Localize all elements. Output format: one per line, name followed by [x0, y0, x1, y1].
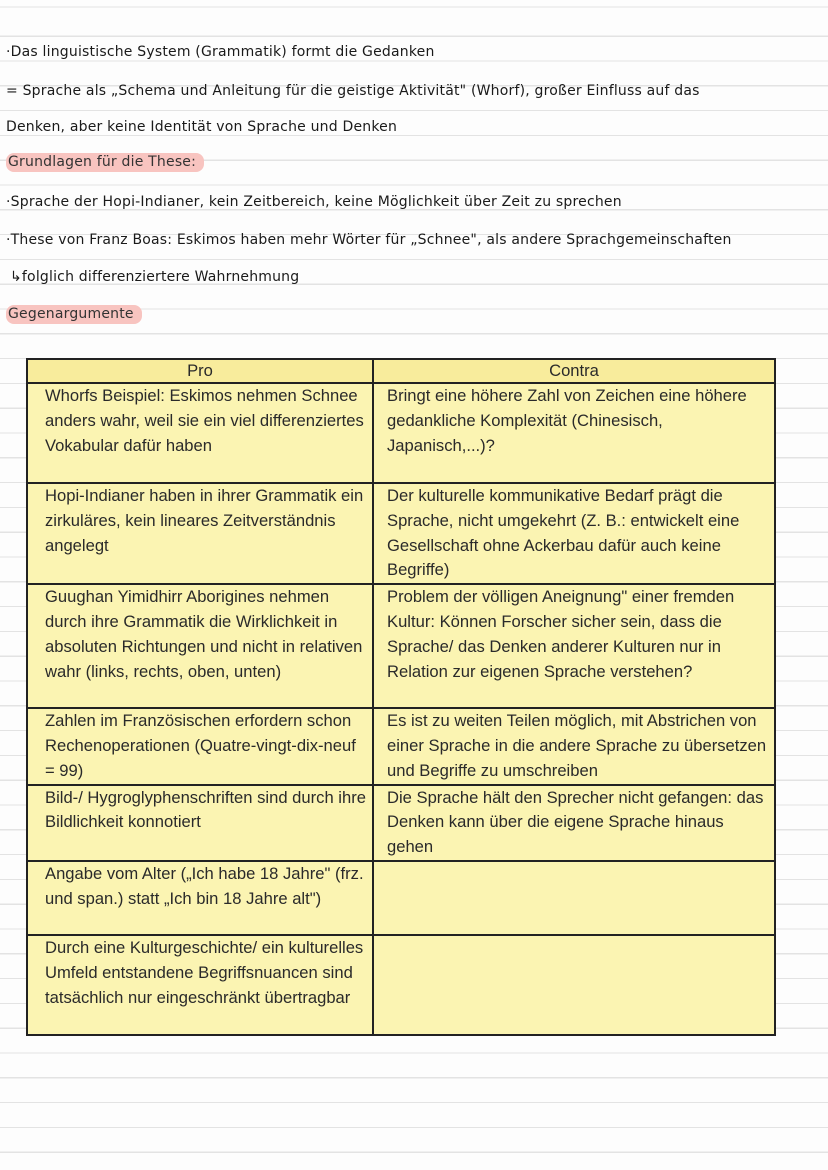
- note-line-hopi: ·Sprache der Hopi-Indianer, kein Zeitbereich, keine Möglichkeit über Zeit zu sprechen: [6, 194, 622, 210]
- header-pro: Pro: [27, 359, 373, 383]
- header-contra: Contra: [373, 359, 775, 383]
- table-row: [27, 861, 775, 935]
- pro-cell: Angabe vom Alter („Ich habe 18 Jahre" (frz. und span.) statt „Ich bin 18 Jahre alt"): [27, 861, 373, 935]
- contra-cell: [373, 935, 775, 1035]
- table-header-row: [27, 359, 775, 383]
- table-row: [27, 383, 775, 483]
- table-row: [27, 584, 775, 708]
- note-line-identity: Denken, aber keine Identität von Sprache und Denken: [6, 119, 398, 135]
- pro-cell: Bild-/ Hygroglyphenschriften sind durch ihre Bildlichkeit konnotiert: [27, 785, 373, 861]
- pro-cell: Zahlen im Französischen erfordern schon Rechenoperationen (Quatre-vingt-dix-neuf = 99): [27, 708, 373, 784]
- heading-basics: [6, 154, 204, 170]
- note-line-conclusion: ↳folglich differenziertere Wahrnehmung: [10, 269, 300, 285]
- pro-cell: Whorfs Beispiel: Eskimos nehmen Schnee anders wahr, weil sie ein viel differenziertes Vokabular dafür haben: [27, 383, 373, 483]
- heading-counterarguments: [6, 306, 142, 322]
- table-row: [27, 483, 775, 584]
- note-line-boas: ·These von Franz Boas: Eskimos haben mehr Wörter für „Schnee", als andere Sprachgemeinschaften: [6, 232, 732, 248]
- contra-cell: [373, 861, 775, 935]
- contra-cell: Die Sprache hält den Sprecher nicht gefangen: das Denken kann über die eigene Sprache hinaus gehen: [373, 785, 775, 861]
- pro-cell: Hopi-Indianer haben in ihrer Grammatik ein zirkuläres, kein lineares Zeitverständnis angelegt: [27, 483, 373, 584]
- table-row: [27, 708, 775, 784]
- table-row: [27, 785, 775, 861]
- pro-cell: Durch eine Kulturgeschichte/ ein kulturelles Umfeld entstandene Begriffsnuancen sind tatsächlich nur eingeschränkt übertragbar: [27, 935, 373, 1035]
- table-row: [27, 935, 775, 1035]
- contra-cell: Bringt eine höhere Zahl von Zeichen eine höhere gedankliche Komplexität (Chinesisch, Japanisch,...)?: [373, 383, 775, 483]
- contra-cell: Der kulturelle kommunikative Bedarf prägt die Sprache, nicht umgekehrt (Z. B.: entwickelt eine Gesellschaft ohne Ackerbau dafür auch keine Begriffe): [373, 483, 775, 584]
- pro-contra-table: [26, 358, 776, 1036]
- note-line-whorf: = Sprache als „Schema und Anleitung für die geistige Aktivität" (Whorf), großer Einfluss auf das: [6, 83, 700, 99]
- contra-cell: Problem der völligen Aneignung" einer fremden Kultur: Können Forscher sicher sein, dass die Sprache/ das Denken anderer Kulturen nur in Relation zur eigenen Sprache verstehen?: [373, 584, 775, 708]
- contra-cell: Es ist zu weiten Teilen möglich, mit Abstrichen von einer Sprache in die andere Sprache zu übersetzen und Begriffe zu umschreiben: [373, 708, 775, 784]
- heading-basics-text: Grundlagen für die These:: [6, 153, 204, 172]
- pro-cell: Guughan Yimidhirr Aborigines nehmen durch ihre Grammatik die Wirklichkeit in absoluten Richtungen und nicht in relativen wahr (links, rechts, oben, unten): [27, 584, 373, 708]
- note-line-grammar: ·Das linguistische System (Grammatik) formt die Gedanken: [6, 44, 435, 60]
- heading-counterarguments-text: Gegenargumente: [6, 305, 142, 324]
